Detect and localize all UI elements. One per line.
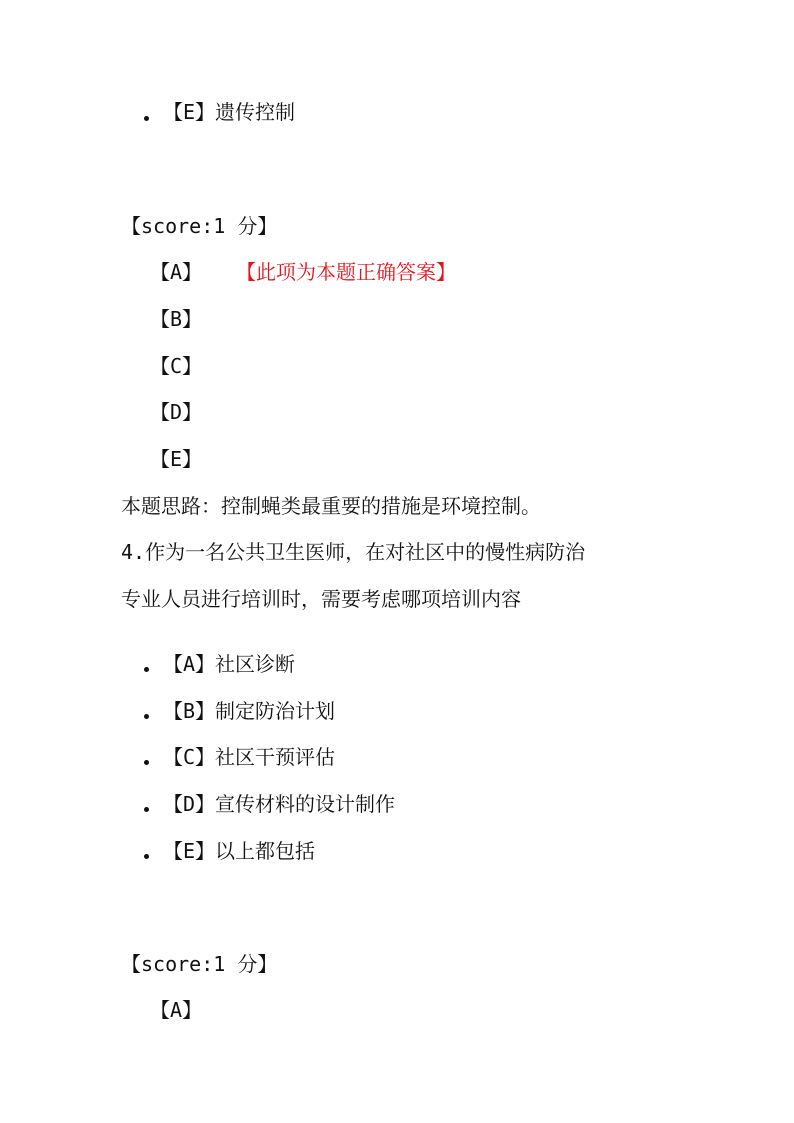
option-d: 【D】宣传材料的设计制作 xyxy=(163,792,396,816)
answer-a: 【A】 xyxy=(150,998,203,1022)
list-bullet xyxy=(144,116,149,121)
option-e: 【E】以上都包括 xyxy=(163,839,316,863)
list-bullet xyxy=(144,807,149,812)
option-e: 【E】遗传控制 xyxy=(163,100,296,124)
option-c: 【C】社区干预评估 xyxy=(163,745,336,769)
list-bullet xyxy=(144,714,149,719)
list-bullet xyxy=(144,760,149,765)
option-a: 【A】社区诊断 xyxy=(163,652,296,676)
answer-b: 【B】 xyxy=(150,307,203,331)
score-label: 【score:1 分】 xyxy=(121,952,278,976)
answer-d: 【D】 xyxy=(150,400,203,424)
answer-c: 【C】 xyxy=(150,354,203,378)
list-bullet xyxy=(144,667,149,672)
question-text-line1: 4.作为一名公共卫生医师，在对社区中的慢性病防治 xyxy=(121,540,586,564)
correct-answer-note: 【此项为本题正确答案】 xyxy=(236,260,456,284)
question-text-line2: 专业人员进行培训时，需要考虑哪项培训内容 xyxy=(121,587,521,611)
answer-e: 【E】 xyxy=(150,447,203,471)
answer-a: 【A】 xyxy=(150,260,203,284)
list-bullet xyxy=(144,854,149,859)
explanation: 本题思路：控制蝇类最重要的措施是环境控制。 xyxy=(121,494,541,518)
score-label: 【score:1 分】 xyxy=(121,214,278,238)
option-b: 【B】制定防治计划 xyxy=(163,699,336,723)
